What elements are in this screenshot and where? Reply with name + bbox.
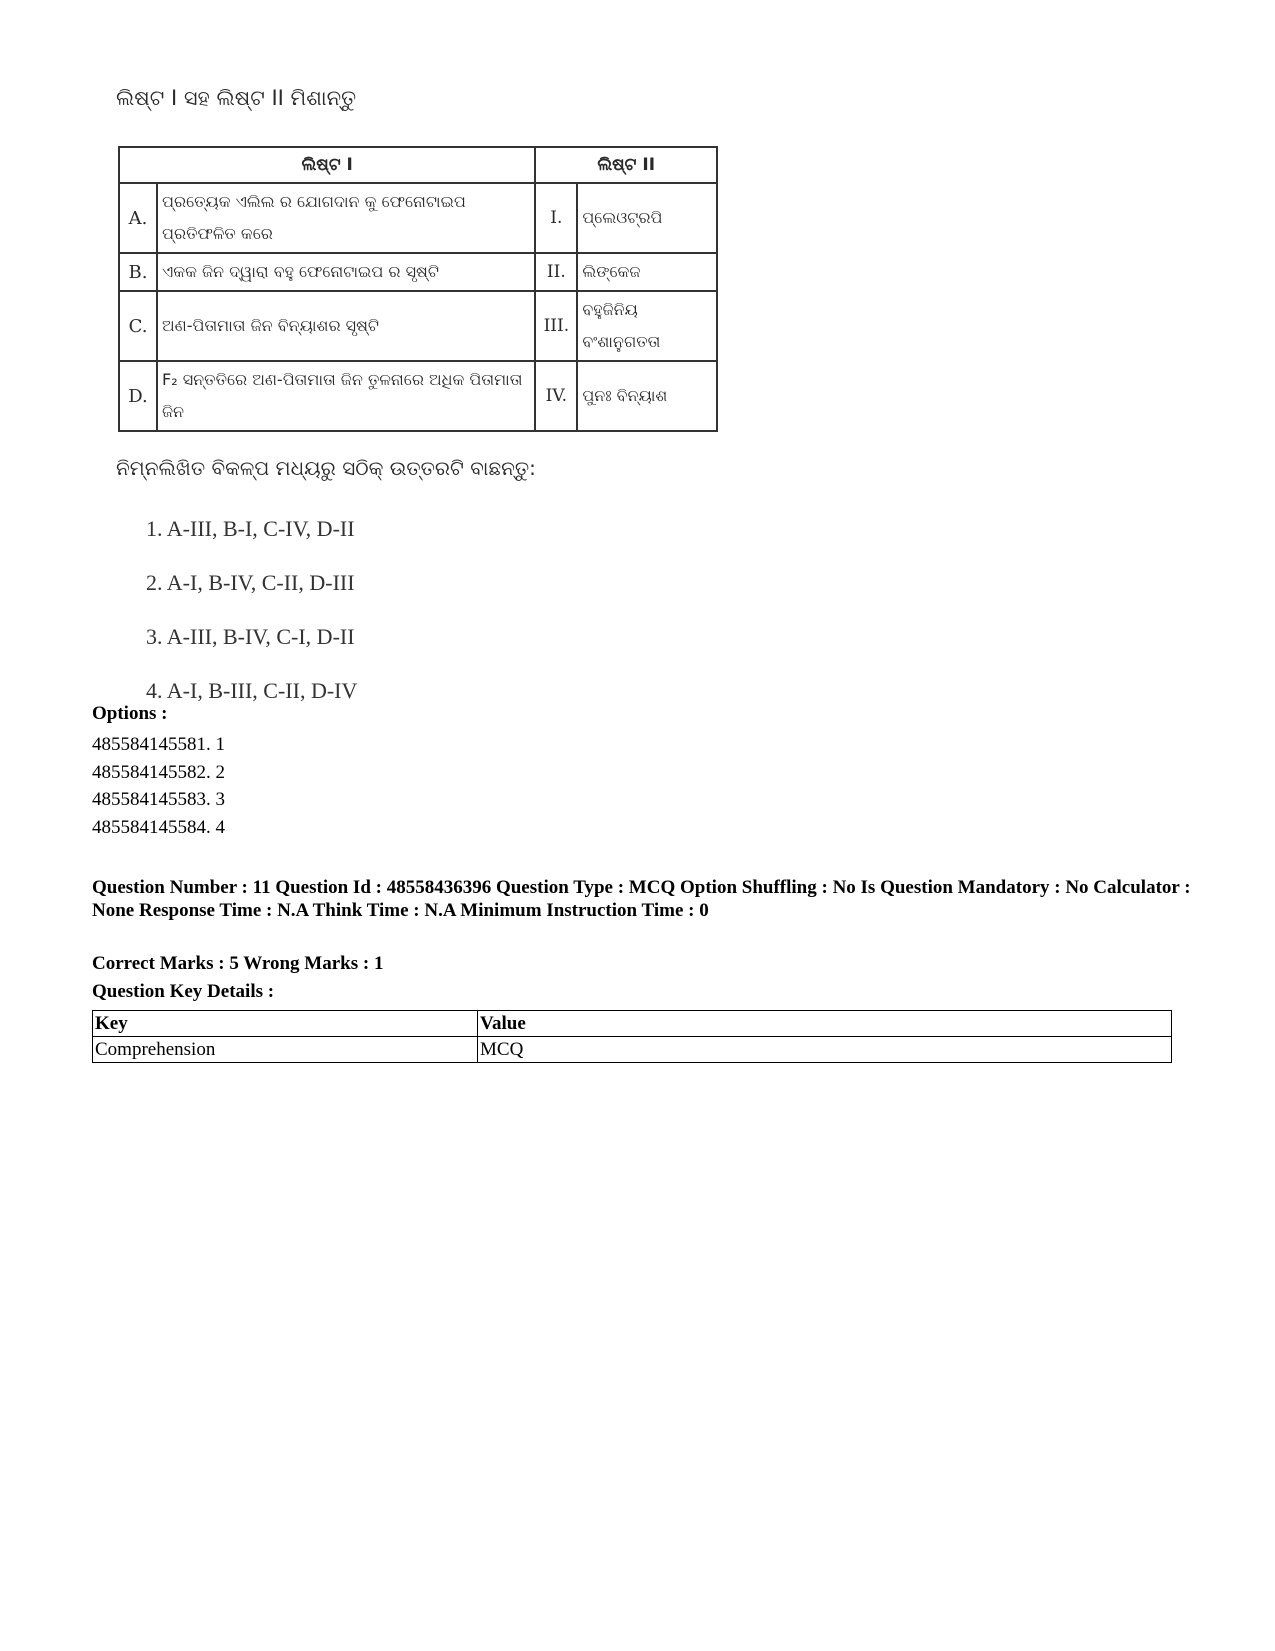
- option-item: 485584145584. 4: [92, 816, 225, 838]
- row-label: A.: [119, 183, 157, 253]
- list-one-header: ଲିଷ୍ଟ I: [119, 147, 535, 183]
- key-table-header: [93, 1011, 1172, 1037]
- choice-list: [146, 516, 357, 732]
- marks-info: Correct Marks : 5 Wrong Marks : 1: [92, 953, 384, 974]
- match-row: [119, 291, 717, 361]
- value-cell: MCQ: [478, 1037, 1172, 1063]
- question-instruction: ନିମ୍ନଲିଖିତ ବିକଳ୍ପ ମଧ୍ୟରୁ ସଠିକ୍ ଉତ୍ତରଟି ବାଛନ୍ତୁ:: [116, 456, 536, 480]
- row-right-text: ପୁନଃ ବିନ୍ୟାଶ: [577, 361, 717, 431]
- question-title: ଲିଷ୍ଟ I ସହ ଲିଷ୍ଟ II ମିଶାନ୍ତୁ: [116, 86, 357, 110]
- row-text: F₂ ସନ୍ତତିରେ ଅଣ-ପିତାମାତା ଜିନ ତୁଳନାରେ ଅଧିକ ପିତାମାତା ଜିନ: [157, 361, 535, 431]
- row-text: ପ୍ରତ୍ୟେକ ଏଲିଲ ର ଯୋଗଦାନ କୁ ଫେନୋଟାଇପ ପ୍ରତିଫଳିତ କରେ: [157, 183, 535, 253]
- choice-item: 4. A-I, B-III, C-II, D-IV: [146, 678, 358, 703]
- list-two-header: ଲିଷ୍ଟ II: [535, 147, 717, 183]
- match-row: [119, 361, 717, 431]
- row-text: ଏକକ ଜିନ ଦ୍ୱାରା ବହୁ ଫେନୋଟାଇପ ର ସୃଷ୍ଟି: [157, 253, 535, 291]
- row-text: ଅଣ-ପିତାମାତା ଜିନ ବିନ୍ୟାଶର ସୃଷ୍ଟି: [157, 291, 535, 361]
- table-row: [93, 1037, 1172, 1063]
- row-right-text: ପ୍ଲେଓଟ୍ରପି: [577, 183, 717, 253]
- row-label: D.: [119, 361, 157, 431]
- key-details-table: [92, 1010, 1172, 1063]
- row-right-label: II.: [535, 253, 577, 291]
- match-row: [119, 253, 717, 291]
- row-right-text: ବହୁଜିନିୟ ବଂଶାନୁଗତତା: [577, 291, 717, 361]
- choice-item: 2. A-I, B-IV, C-II, D-III: [146, 570, 355, 595]
- row-label: B.: [119, 253, 157, 291]
- key-header-cell: Key: [93, 1011, 478, 1037]
- key-cell: Comprehension: [93, 1037, 478, 1063]
- row-right-text: ଲିଙ୍କେଜ: [577, 253, 717, 291]
- options-heading: Options :: [92, 703, 168, 724]
- option-item: 485584145581. 1: [92, 734, 225, 755]
- value-header-cell: Value: [478, 1011, 1172, 1037]
- row-right-label: III.: [535, 291, 577, 361]
- row-label: C.: [119, 291, 157, 361]
- match-header-row: [119, 147, 717, 183]
- option-item: 485584145582. 2: [92, 761, 225, 783]
- question-meta: Question Number : 11 Question Id : 48558436396 Question Type : MCQ Option Shuffling : No Is Question Mandatory : No Calculator : None Response Time : N.A Think Time : N.A Minimum Instruction Time : 0: [92, 877, 1191, 921]
- choice-item: 3. A-III, B-IV, C-I, D-II: [146, 624, 355, 649]
- key-details-heading: Question Key Details :: [92, 981, 275, 1002]
- row-right-label: I.: [535, 183, 577, 253]
- option-item: 485584145583. 3: [92, 789, 225, 810]
- choice-item: 1. A-III, B-I, C-IV, D-II: [146, 516, 355, 541]
- options-list: [92, 731, 225, 841]
- row-right-label: IV.: [535, 361, 577, 431]
- question-image: [110, 76, 730, 716]
- match-table: [118, 146, 718, 432]
- match-row: [119, 183, 717, 253]
